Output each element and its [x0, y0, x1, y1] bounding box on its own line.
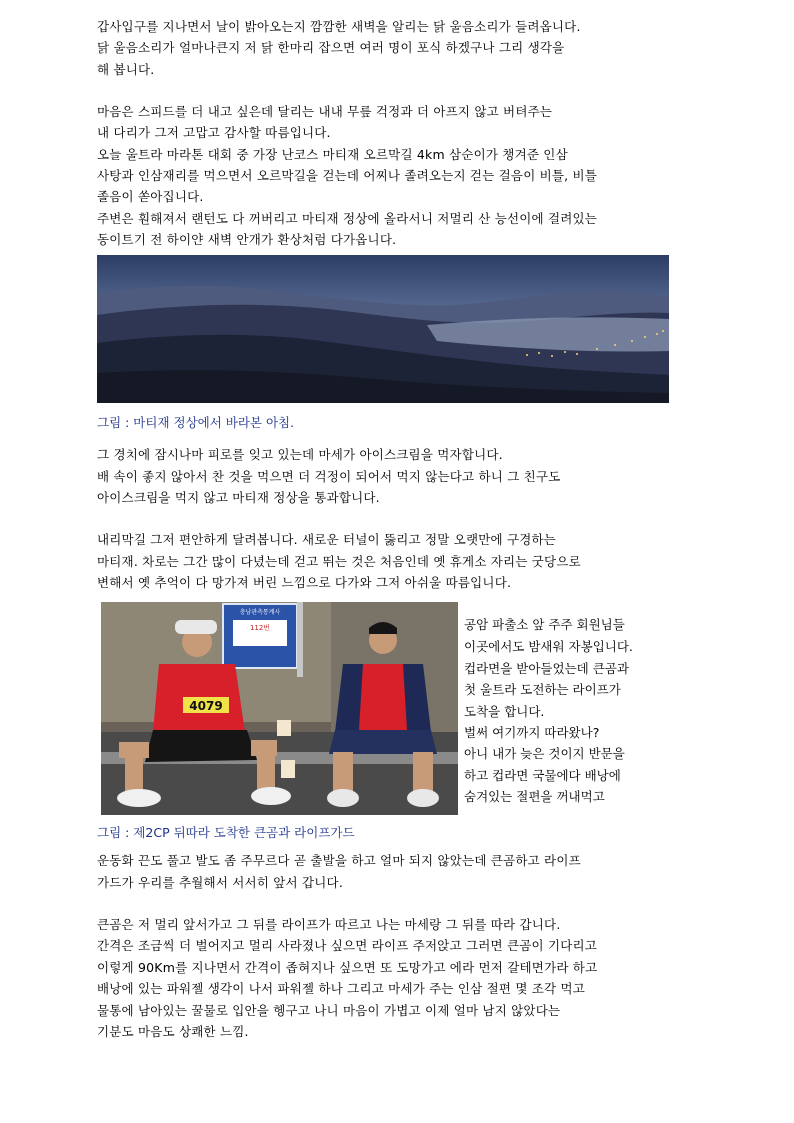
text-line: 해 봅니다. [97, 62, 155, 77]
runners-image [101, 602, 458, 815]
text-line: 배 속이 좋지 않아서 찬 것을 먹으면 더 걱정이 되어서 먹지 않는다고 하니 그 친구도 [97, 469, 561, 484]
figure-1-caption: 그림 : 마티재 정상에서 바라본 아침. [97, 415, 295, 430]
text-line: 도착을 합니다. [464, 704, 545, 719]
text-line: 컵라면을 받아들었는데 큰곰과 [464, 661, 629, 676]
text-line: 첫 울트라 도전하는 라이프가 [464, 682, 621, 697]
text-line: 마음은 스피드를 더 내고 싶은데 달리는 내내 무릎 걱정과 더 아프지 않고 버텨주는 [97, 104, 553, 119]
text-line: 아니 내가 늦은 것이지 반문을 [464, 746, 625, 761]
text-line: 큰곰은 저 멀리 앞서가고 그 뒤를 라이프가 따르고 나는 마세랑 그 뒤를 따라 갑니다. [97, 917, 561, 932]
text-line: 숨겨있는 절편을 꺼내먹고 [464, 789, 605, 804]
bib-number: 4079 [189, 699, 223, 713]
text-line: 벌써 여기까지 따라왔나? [464, 725, 600, 740]
text-line: 사탕과 인삼재리를 먹으면서 오르막길을 걷는데 어찌나 졸려오는지 걷는 걸음이 비틀, 비틀 [97, 168, 598, 183]
sign-line-2: 112번 [249, 624, 271, 632]
text-line: 가드가 우리를 추월해서 서서히 앞서 갑니다. [97, 875, 343, 890]
text-line: 갑사입구를 지나면서 날이 밝아오는지 깜깜한 새벽을 알리는 닭 울음소리가 들려옵니다. [97, 19, 581, 34]
text-line: 변해서 옛 추억이 다 망가져 버린 느낌으로 다가와 그저 아쉬울 따름입니다. [97, 575, 512, 590]
text-line: 닭 울음소리가 얼마나큰지 저 닭 한마리 잡으면 여러 명이 포식 하겠구나 그리 생각을 [97, 40, 565, 55]
text-line: 배낭에 있는 파워젤 생각이 나서 파워젤 하나 그리고 마세가 주는 인삼 절편 몇 조각 먹고 [97, 981, 586, 996]
text-line: 동이트기 전 하이얀 새벽 안개가 환상처럼 다가옵니다. [97, 232, 397, 247]
text-line: 기분도 마음도 상쾌한 느낌. [97, 1024, 249, 1039]
dawn-landscape-photo [97, 255, 669, 403]
text-line: 물통에 남아있는 꿀물로 입안을 헹구고 나니 마음이 가볍고 이제 얼마 남지 않았다는 [97, 1003, 561, 1018]
figure-2-caption: 그림 : 제2CP 뒤따라 도착한 큰곰과 라이프가드 [97, 825, 355, 840]
runners-photo [101, 602, 458, 815]
text-line: 마티재. 차로는 그간 많이 다녔는데 걷고 뛰는 것은 처음인데 옛 휴게소 자리는 굿당으로 [97, 554, 581, 569]
text-line: 하고 컵라면 국물에다 배낭에 [464, 768, 621, 783]
sign-line-1: 충남관측통계사 [239, 609, 281, 616]
text-line: 간격은 조금씩 더 벌어지고 멀리 사라졌나 싶으면 라이프 주저앉고 그러면 큰곰이 기다리고 [97, 938, 598, 953]
text-line: 아이스크림을 먹지 않고 마티재 정상을 통과합니다. [97, 490, 380, 505]
text-line: 이곳에서도 밤새워 자봉입니다. [464, 639, 633, 654]
text-line: 이렇게 90Km를 지나면서 간격이 좁혀지나 싶으면 또 도망가고 에라 먼저 갈테면가라 하고 [97, 960, 598, 975]
text-line: 주변은 훤해져서 랜턴도 다 꺼버리고 마티재 정상에 올라서니 저멀리 산 능선이에 걸려있는 [97, 211, 598, 226]
text-line: 오늘 울트라 마라톤 대회 중 가장 난코스 마티재 오르막길 4km 삼순이가 챙겨준 인삼 [97, 147, 568, 162]
landscape-image [97, 255, 669, 403]
text-line: 운동화 끈도 풀고 발도 좀 주무르다 곧 출발을 하고 얼마 되지 않았는데 큰곰하고 라이프 [97, 853, 581, 868]
text-line: 졸음이 쏟아집니다. [97, 189, 204, 204]
text-line: 공암 파출소 앞 주주 회원님들 [464, 617, 625, 632]
text-line: 내리막길 그저 편안하게 달려봅니다. 새로운 터널이 뚫리고 정말 오랫만에 구경하는 [97, 532, 557, 547]
text-line: 내 다리가 그저 고맙고 감사할 따름입니다. [97, 125, 331, 140]
text-line: 그 경치에 잠시나마 피로를 잊고 있는데 마세가 아이스크림을 먹자합니다. [97, 447, 503, 462]
